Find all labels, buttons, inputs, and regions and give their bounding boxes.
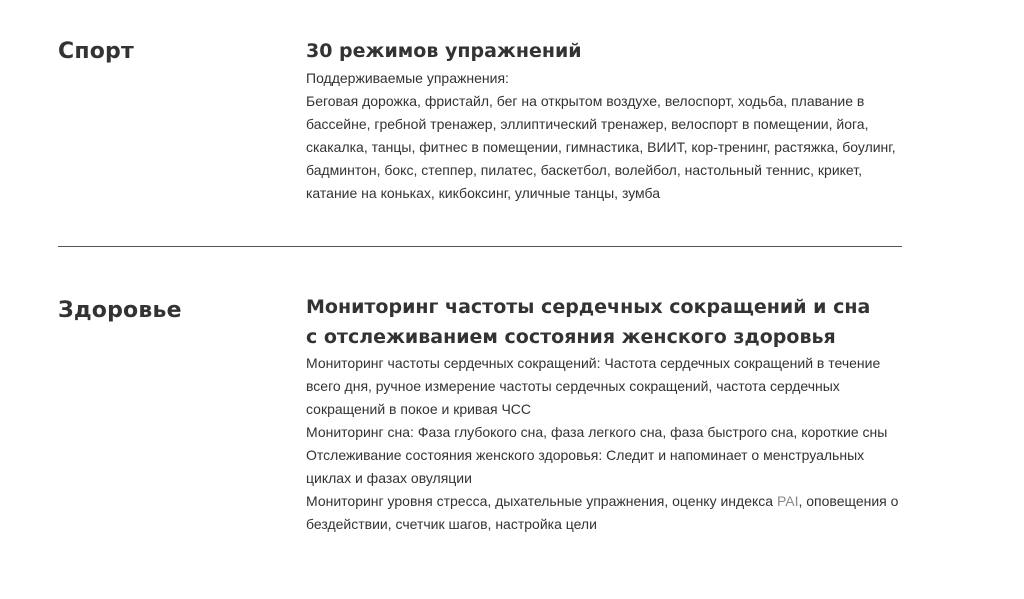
womens-health-paragraph: Отслеживание состояния женского здоровья: Следит и напоминает о менструальных циклах и фазах овуляции (306, 447, 865, 486)
sleep-paragraph: Мониторинг сна: Фаза глубокого сна, фаза легкого сна, фаза быстрого сна, короткие сны (306, 424, 888, 440)
stress-text-prefix: Мониторинг уровня стресса, дыхательные упражнения, оценку индекса (306, 493, 777, 509)
health-content (306, 292, 904, 536)
health-heading-line-1: Мониторинг частоты сердечных сокращений и сна (306, 296, 871, 318)
sport-subheading: Поддерживаемые упражнения: (306, 70, 509, 86)
pai-label: PAI (776, 493, 799, 509)
section-divider (58, 246, 902, 247)
health-heading (306, 292, 904, 352)
stress-paragraph (306, 490, 904, 536)
stress-text-suffix: , оповещения о бездействии, счетчик шагов, настройка цели (306, 493, 899, 532)
sport-exercise-list: Беговая дорожка, фристайл, бег на открытом воздухе, велоспорт, ходьба, плавание в бассейне, гребной тренажер, эллиптический тренажер, велоспорт в помещении, йога, скакалка, танцы, фитнес в помещении, гимнастика, ВИИТ, кор-тренинг, растяжка, боулинг, бадминтон, бокс, степпер, пилатес, баскетбол, волейбол, настольный теннис, крикет, катание на коньках, кикбоксинг, уличные танцы, зумба (306, 93, 896, 201)
health-heading-line-2: с отслеживанием состояния женского здоровья (306, 326, 836, 348)
sport-content (306, 36, 904, 205)
sport-heading: 30 режимов упражнений (306, 40, 582, 62)
heart-rate-paragraph: Мониторинг частоты сердечных сокращений: Частота сердечных сокращений в течение всего дня, ручное измерение частоты сердечных сокращений, частота сердечных сокращений в покое и кривая ЧСС (306, 355, 881, 417)
health-section-title: Здоровье (58, 298, 182, 323)
sport-section-title: Спорт (58, 39, 134, 64)
